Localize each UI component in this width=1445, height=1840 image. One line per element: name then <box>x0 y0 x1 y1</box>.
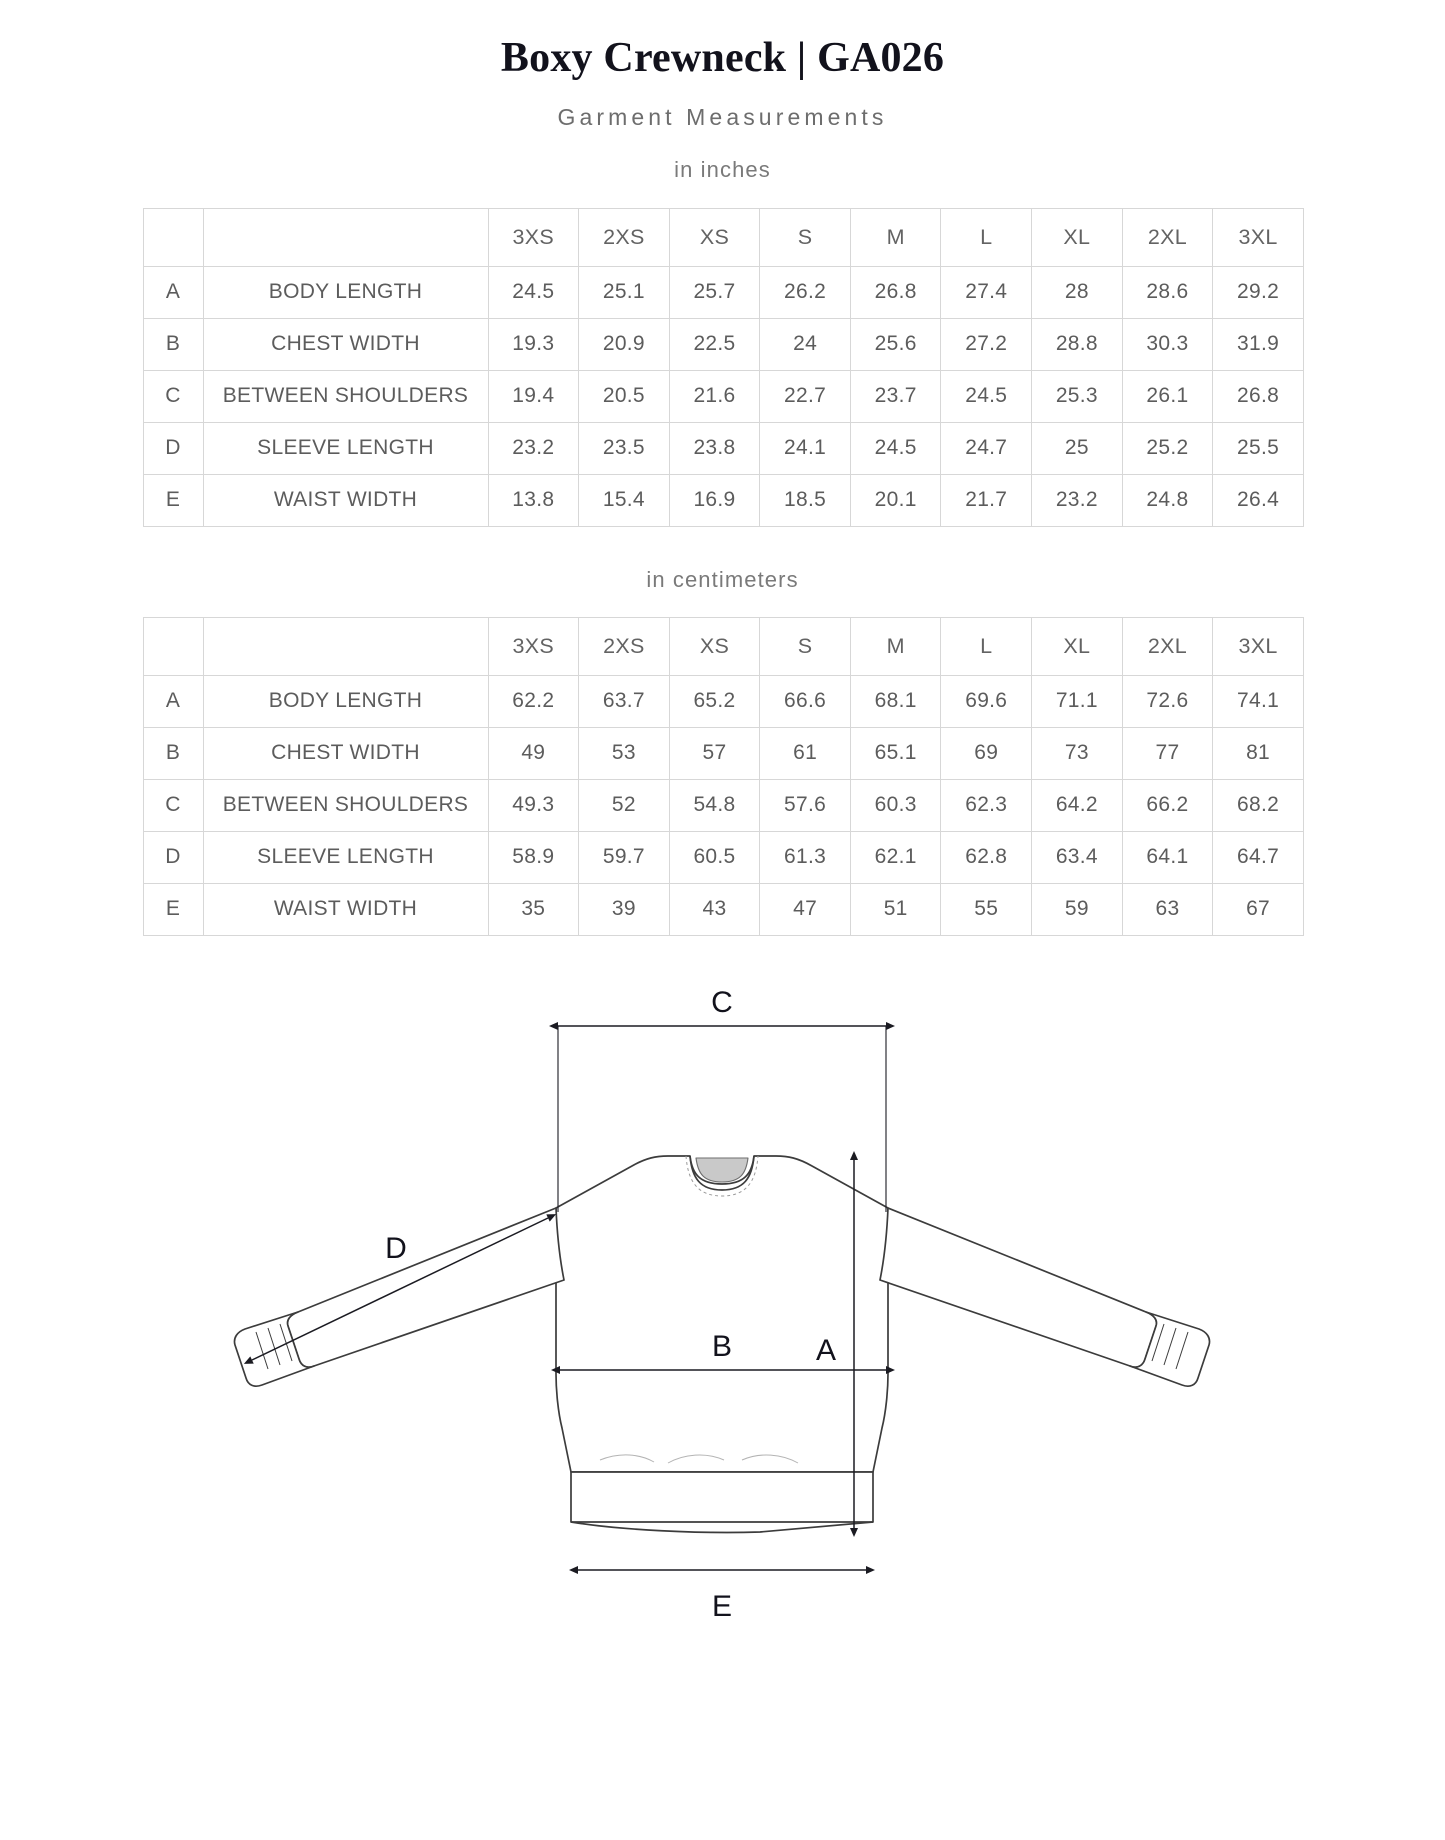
col-header-size-s: S <box>760 208 851 266</box>
cell-value: 66.2 <box>1122 779 1213 831</box>
page-header <box>0 0 1445 182</box>
cell-value: 28.6 <box>1122 266 1213 318</box>
cell-value: 60.3 <box>850 779 941 831</box>
hem-band-lower-edge <box>571 1522 873 1533</box>
cell-value: 23.7 <box>850 370 941 422</box>
cell-value: 25.1 <box>579 266 670 318</box>
cell-value: 20.5 <box>579 370 670 422</box>
right-sleeve <box>880 1208 1157 1367</box>
cell-value: 47 <box>760 883 851 935</box>
cell-value: 62.8 <box>941 831 1032 883</box>
label-b: B <box>711 1329 733 1363</box>
unit-caption-inches: in inches <box>674 156 771 182</box>
row-letter: A <box>143 675 203 727</box>
cell-value: 22.7 <box>760 370 851 422</box>
table-row <box>143 318 1303 370</box>
table-header-row <box>143 617 1303 675</box>
cell-value: 64.1 <box>1122 831 1213 883</box>
cell-value: 62.3 <box>941 779 1032 831</box>
row-letter: C <box>143 779 203 831</box>
cell-value: 52 <box>579 779 670 831</box>
row-name: WAIST WIDTH <box>203 474 488 526</box>
table-row <box>143 422 1303 474</box>
cell-value: 68.1 <box>850 675 941 727</box>
row-letter: D <box>143 422 203 474</box>
label-c: C <box>711 985 733 1019</box>
cell-value: 54.8 <box>669 779 760 831</box>
col-header-size-m: M <box>850 617 941 675</box>
row-name: BODY LENGTH <box>203 266 488 318</box>
garment-diagram <box>0 960 1445 1840</box>
cell-value: 24 <box>760 318 851 370</box>
table-row <box>143 266 1303 318</box>
table-row <box>143 370 1303 422</box>
page-subtitle: Garment Measurements <box>557 104 888 131</box>
cell-value: 16.9 <box>669 474 760 526</box>
cell-value: 68.2 <box>1213 779 1304 831</box>
cell-value: 26.2 <box>760 266 851 318</box>
table-row <box>143 883 1303 935</box>
table-body-centimeters <box>143 675 1303 935</box>
cell-value: 24.5 <box>488 266 579 318</box>
row-letter: B <box>143 318 203 370</box>
garment-body-outline <box>556 1156 888 1472</box>
cell-value: 23.2 <box>1032 474 1123 526</box>
label-a: A <box>815 1333 837 1367</box>
row-name: BODY LENGTH <box>203 675 488 727</box>
cell-value: 55 <box>941 883 1032 935</box>
col-header-size-2xs: 2XS <box>579 617 670 675</box>
table-row <box>143 727 1303 779</box>
cell-value: 25.2 <box>1122 422 1213 474</box>
table-gap-spacer <box>0 527 1445 568</box>
row-name: WAIST WIDTH <box>203 883 488 935</box>
measurements-table-inches-wrap <box>143 208 1303 527</box>
cell-value: 25.7 <box>669 266 760 318</box>
cell-value: 64.7 <box>1213 831 1304 883</box>
row-name: SLEEVE LENGTH <box>203 422 488 474</box>
cell-value: 35 <box>488 883 579 935</box>
left-sleeve <box>287 1208 564 1367</box>
cell-value: 23.8 <box>669 422 760 474</box>
cell-value: 69 <box>941 727 1032 779</box>
col-header-size-2xl: 2XL <box>1122 617 1213 675</box>
col-header-size-m: M <box>850 208 941 266</box>
row-letter: D <box>143 831 203 883</box>
cell-value: 26.1 <box>1122 370 1213 422</box>
row-name: BETWEEN SHOULDERS <box>203 370 488 422</box>
hem-band <box>571 1472 873 1522</box>
cell-value: 66.6 <box>760 675 851 727</box>
cell-value: 57.6 <box>760 779 851 831</box>
cell-value: 81 <box>1213 727 1304 779</box>
cell-value: 64.2 <box>1032 779 1123 831</box>
cell-value: 69.6 <box>941 675 1032 727</box>
row-letter: C <box>143 370 203 422</box>
row-name: SLEEVE LENGTH <box>203 831 488 883</box>
col-header-size-xs: XS <box>669 208 760 266</box>
col-header-size-l: L <box>941 617 1032 675</box>
cell-value: 19.4 <box>488 370 579 422</box>
cell-value: 28.8 <box>1032 318 1123 370</box>
row-letter: A <box>143 266 203 318</box>
table-row <box>143 474 1303 526</box>
cell-value: 30.3 <box>1122 318 1213 370</box>
cell-value: 24.7 <box>941 422 1032 474</box>
cell-value: 67 <box>1213 883 1304 935</box>
col-header-name <box>203 617 488 675</box>
cell-value: 27.4 <box>941 266 1032 318</box>
col-header-size-3xl: 3XL <box>1213 617 1304 675</box>
cell-value: 31.9 <box>1213 318 1304 370</box>
row-name: CHEST WIDTH <box>203 727 488 779</box>
cell-value: 59.7 <box>579 831 670 883</box>
cell-value: 25.6 <box>850 318 941 370</box>
col-header-size-xl: XL <box>1032 208 1123 266</box>
cell-value: 63.7 <box>579 675 670 727</box>
cell-value: 39 <box>579 883 670 935</box>
cell-value: 49 <box>488 727 579 779</box>
cell-value: 24.5 <box>850 422 941 474</box>
cell-value: 24.8 <box>1122 474 1213 526</box>
col-header-size-xl: XL <box>1032 617 1123 675</box>
col-header-size-3xs: 3XS <box>488 617 579 675</box>
measurements-table-inches <box>143 208 1304 527</box>
label-e: E <box>711 1589 733 1623</box>
col-header-size-3xs: 3XS <box>488 208 579 266</box>
cell-value: 13.8 <box>488 474 579 526</box>
table-body-inches <box>143 266 1303 526</box>
cell-value: 62.2 <box>488 675 579 727</box>
cell-value: 43 <box>669 883 760 935</box>
col-header-size-2xl: 2XL <box>1122 208 1213 266</box>
cell-value: 15.4 <box>579 474 670 526</box>
row-letter: E <box>143 474 203 526</box>
cell-value: 74.1 <box>1213 675 1304 727</box>
col-header-letter <box>143 617 203 675</box>
row-letter: B <box>143 727 203 779</box>
col-header-size-l: L <box>941 208 1032 266</box>
cell-value: 24.1 <box>760 422 851 474</box>
row-name: CHEST WIDTH <box>203 318 488 370</box>
cell-value: 73 <box>1032 727 1123 779</box>
cell-value: 27.2 <box>941 318 1032 370</box>
col-header-size-s: S <box>760 617 851 675</box>
cell-value: 62.1 <box>850 831 941 883</box>
measurements-table-centimeters <box>143 617 1304 936</box>
cell-value: 25.3 <box>1032 370 1123 422</box>
table-header-row <box>143 208 1303 266</box>
cell-value: 29.2 <box>1213 266 1304 318</box>
cell-value: 58.9 <box>488 831 579 883</box>
table-row <box>143 831 1303 883</box>
row-name: BETWEEN SHOULDERS <box>203 779 488 831</box>
row-letter: E <box>143 883 203 935</box>
page-title: Boxy Crewneck | GA026 <box>500 35 945 81</box>
table-row <box>143 779 1303 831</box>
cell-value: 65.1 <box>850 727 941 779</box>
cell-value: 28 <box>1032 266 1123 318</box>
cell-value: 57 <box>669 727 760 779</box>
cell-value: 77 <box>1122 727 1213 779</box>
cell-value: 21.7 <box>941 474 1032 526</box>
table-row <box>143 675 1303 727</box>
measurements-table-cm-wrap <box>143 617 1303 936</box>
cell-value: 18.5 <box>760 474 851 526</box>
cell-value: 26.8 <box>850 266 941 318</box>
cell-value: 19.3 <box>488 318 579 370</box>
col-header-name <box>203 208 488 266</box>
collar-rib-inner <box>696 1158 748 1182</box>
cell-value: 72.6 <box>1122 675 1213 727</box>
label-d: D <box>385 1231 407 1265</box>
cell-value: 59 <box>1032 883 1123 935</box>
table-head-inches <box>143 208 1303 266</box>
cell-value: 51 <box>850 883 941 935</box>
cell-value: 20.9 <box>579 318 670 370</box>
cell-value: 25.5 <box>1213 422 1304 474</box>
unit-caption-centimeters: in centimeters <box>646 566 799 592</box>
cell-value: 60.5 <box>669 831 760 883</box>
col-header-size-2xs: 2XS <box>579 208 670 266</box>
cell-value: 61 <box>760 727 851 779</box>
cell-value: 24.5 <box>941 370 1032 422</box>
cell-value: 61.3 <box>760 831 851 883</box>
cell-value: 53 <box>579 727 670 779</box>
cell-value: 26.4 <box>1213 474 1304 526</box>
cell-value: 25 <box>1032 422 1123 474</box>
cell-value: 20.1 <box>850 474 941 526</box>
cell-value: 23.5 <box>579 422 670 474</box>
col-header-letter <box>143 208 203 266</box>
cell-value: 63 <box>1122 883 1213 935</box>
cell-value: 49.3 <box>488 779 579 831</box>
col-header-size-xs: XS <box>669 617 760 675</box>
cell-value: 21.6 <box>669 370 760 422</box>
table-head-centimeters <box>143 617 1303 675</box>
cell-value: 65.2 <box>669 675 760 727</box>
col-header-size-3xl: 3XL <box>1213 208 1304 266</box>
cell-value: 23.2 <box>488 422 579 474</box>
cell-value: 22.5 <box>669 318 760 370</box>
cell-value: 26.8 <box>1213 370 1304 422</box>
cell-value: 63.4 <box>1032 831 1123 883</box>
cell-value: 71.1 <box>1032 675 1123 727</box>
garment-diagram-svg <box>0 960 1445 1840</box>
